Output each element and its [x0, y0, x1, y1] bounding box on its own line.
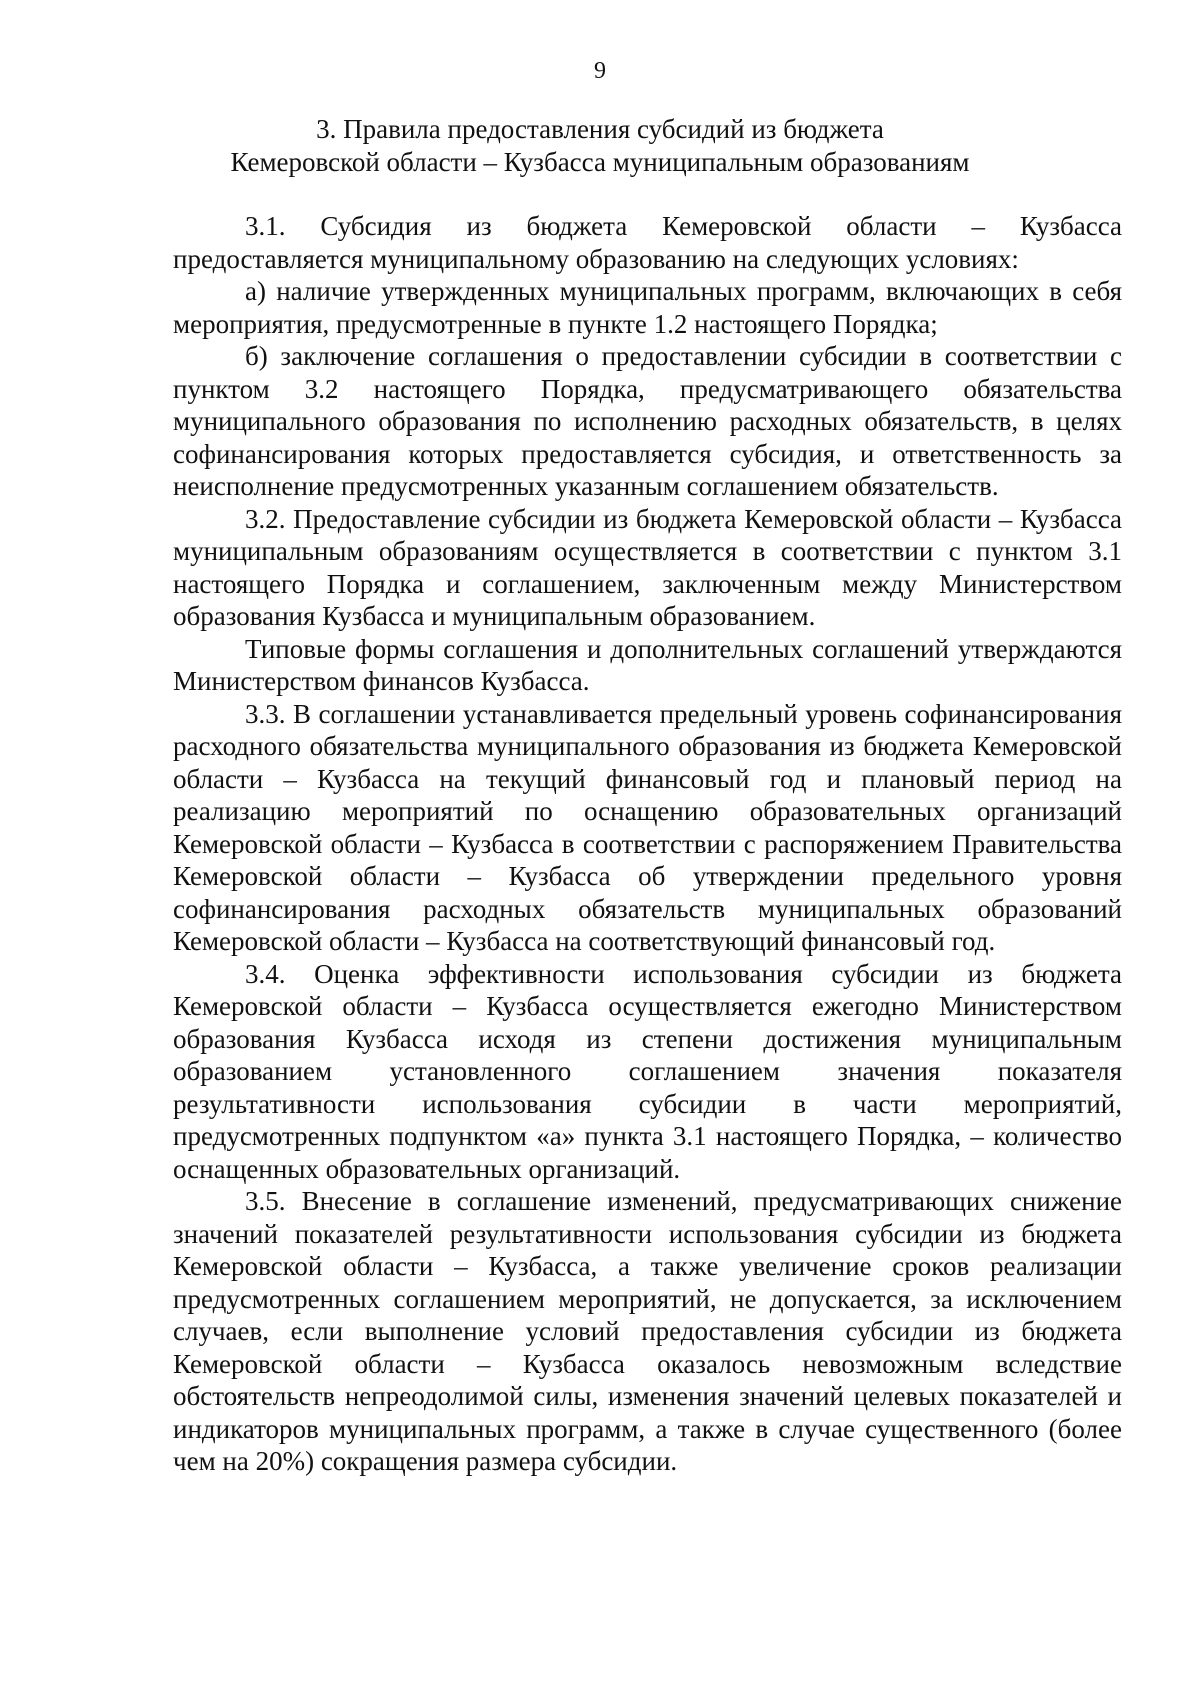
document-body — [173, 210, 1122, 1478]
paragraph-3-2-forms: Типовые формы соглашения и дополнительных соглашений утверждаются Министерством финансов Кузбасса. — [173, 633, 1122, 696]
paragraph-3-2: 3.2. Предоставление субсидии из бюджета Кемеровской области – Кузбасса муниципальным образованиям осуществляется в соответствии с пунктом 3.1 настоящего Порядка и соглашением, заключенным между Министерством образования Кузбасса и муниципальным образованием. — [173, 503, 1122, 631]
paragraph-3-1-b: б) заключение соглашения о предоставлении субсидии в соответствии с пунктом 3.2 настоящего Порядка, предусматривающего обязательства муниципального образования по исполнению расходных обязательств, в целях софинансирования которых предоставляется субсидия, и ответственность за неисполнение предусмотренных указанным соглашением обязательств. — [173, 341, 1122, 501]
section-title-line-2: Кемеровской области – Кузбасса муниципальным образованиям — [230, 147, 970, 177]
paragraph-3-3: 3.3. В соглашении устанавливается предельный уровень софинансирования расходного обязательства муниципального образования из бюджета Кемеровской области – Кузбасса на текущий финансовый год и плановый период на реализацию мероприятий по оснащению образовательных организаций Кемеровской области – Кузбасса в соответствии с распоряжением Правительства Кемеровской области – Кузбасса об утверждении предельного уровня софинансирования расходных обязательств муниципальных образований Кемеровской области – Кузбасса на соответствующий финансовый год. — [173, 698, 1122, 956]
paragraph-3-1-a: а) наличие утвержденных муниципальных программ, включающих в себя мероприятия, предусмотренные в пункте 1.2 настоящего Порядка; — [173, 276, 1122, 339]
page-number: 9 — [594, 58, 606, 84]
paragraph-3-4: 3.4. Оценка эффективности использования субсидии из бюджета Кемеровской области – Кузбасса осуществляется ежегодно Министерством образования Кузбасса исходя из степени достижения муниципальным образованием установленного соглашением значения показателя результативности использования субсидии в части мероприятий, предусмотренных подпунктом «а» пункта 3.1 настоящего Порядка, – количество оснащенных образовательных организаций. — [173, 958, 1122, 1184]
section-title — [0, 113, 1200, 179]
section-title-line-1: 3. Правила предоставления субсидий из бюджета — [316, 114, 884, 144]
paragraph-3-5: 3.5. Внесение в соглашение изменений, предусматривающих снижение значений показателей результативности использования субсидии из бюджета Кемеровской области – Кузбасса, а также увеличение сроков реализации предусмотренных соглашением мероприятий, не допускается, за исключением случаев, если выполнение условий предоставления субсидии из бюджета Кемеровской области – Кузбасса оказалось невозможным вследствие обстоятельств непреодолимой силы, изменения значений целевых показателей и индикаторов муниципальных программ, а также в случае существенного (более чем на 20%) сокращения размера субсидии. — [173, 1186, 1122, 1476]
paragraph-3-1: 3.1. Субсидия из бюджета Кемеровской области – Кузбасса предоставляется муниципальному образованию на следующих условиях: — [173, 211, 1122, 274]
